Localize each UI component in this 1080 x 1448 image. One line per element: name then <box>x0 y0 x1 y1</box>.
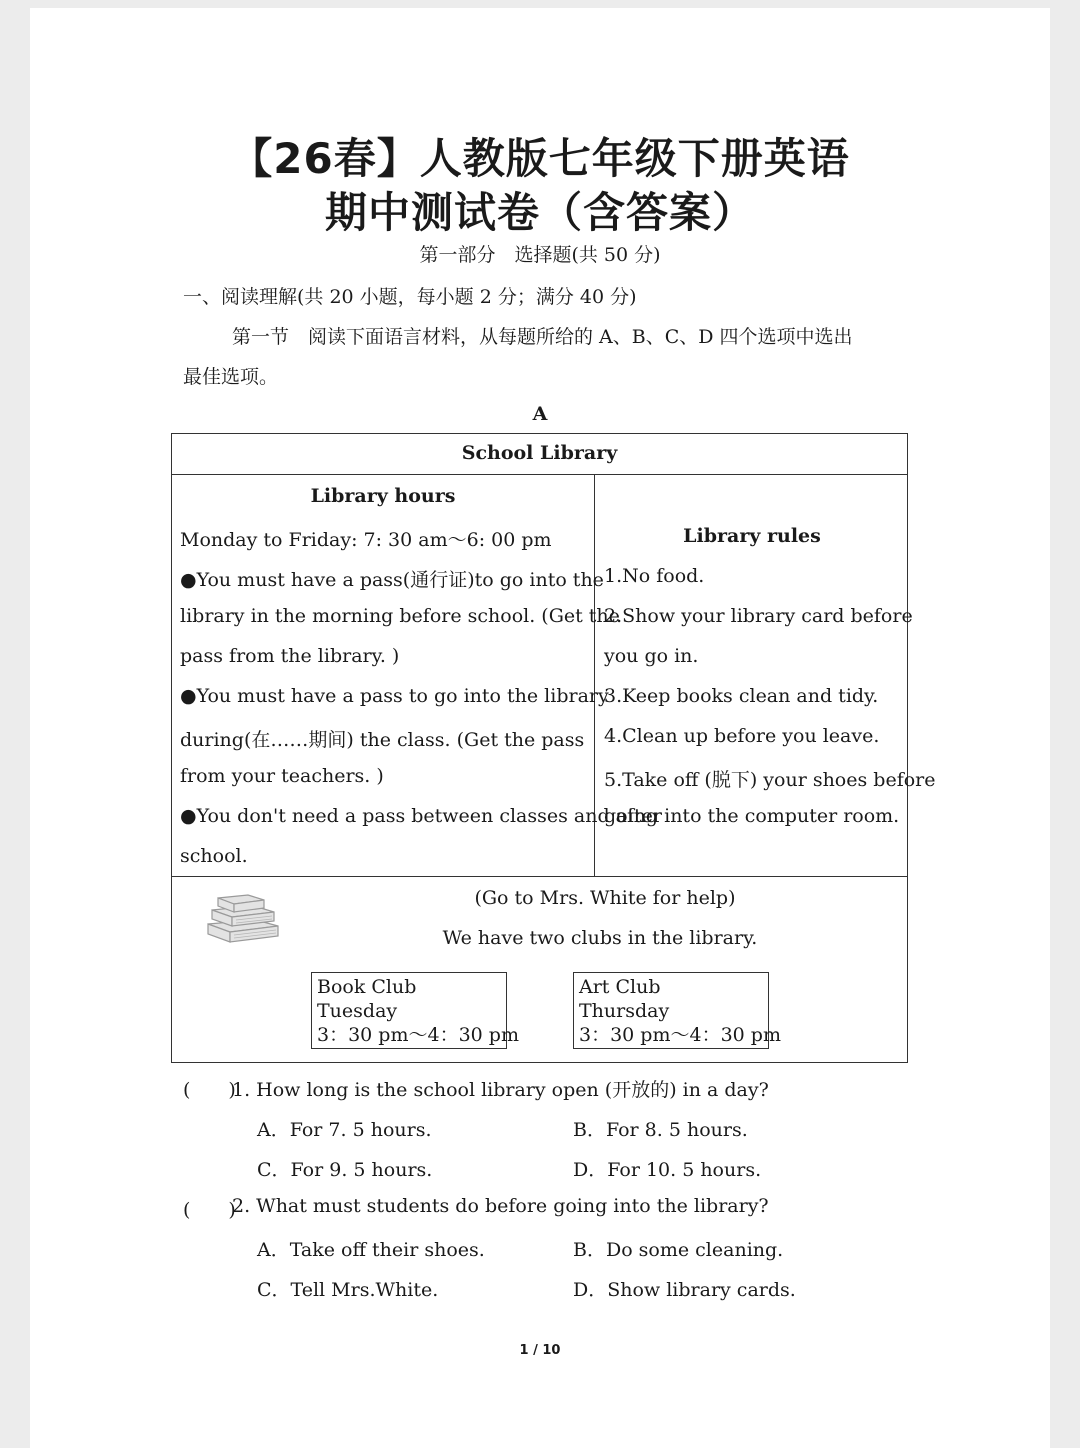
library-table <box>171 433 936 1063</box>
option-d: D．Show library cards. <box>573 1279 796 1301</box>
hours-line: pass from the library. ) <box>180 645 400 667</box>
rules-line: 1.No food. <box>604 565 705 587</box>
answer-bracket[interactable]: ( ) <box>183 1079 236 1101</box>
hours-heading: Library hours <box>310 485 456 507</box>
option-c: C．For 9. 5 hours. <box>257 1159 433 1181</box>
hours-line: ●You don't need a pass between classes and after <box>180 805 662 827</box>
hours-line: from your teachers. ) <box>180 765 384 787</box>
rules-line: 2.Show your library card before <box>604 605 913 627</box>
hours-line: school. <box>180 845 248 867</box>
art-club-box <box>573 972 781 1049</box>
question-2-text: 2. What must students do before going into the library? <box>232 1195 769 1217</box>
book-club-box <box>311 972 519 1049</box>
document-title-line2: 期中测试卷（含答案） <box>324 188 755 237</box>
section-heading: 一、阅读理解(共 20 小题，每小题 2 分；满分 40 分) <box>183 286 637 308</box>
option-d: D．For 10. 5 hours. <box>573 1159 762 1181</box>
table-title: School Library <box>461 442 618 464</box>
question-1-text: 1. How long is the school library open (开放的) in a day? <box>232 1079 769 1101</box>
part-heading: 第一部分 选择题(共 50 分) <box>419 244 661 266</box>
club-name: Book Club <box>317 976 417 998</box>
answer-bracket[interactable]: ( ) <box>183 1199 236 1221</box>
option-b: B．For 8. 5 hours. <box>573 1119 748 1141</box>
document-title-line1: 【26春】人教版七年级下册英语 <box>230 134 850 183</box>
instruction-line2: 最佳选项。 <box>183 366 279 388</box>
table-divider <box>172 876 907 877</box>
club-day: Tuesday <box>317 1000 398 1022</box>
option-a: A．For 7. 5 hours. <box>257 1119 432 1141</box>
club-time: 3：30 pm～4：30 pm <box>579 1024 781 1046</box>
instruction-line1: 第一节 阅读下面语言材料，从每题所给的 A、B、C、D 四个选项中选出 <box>232 326 853 348</box>
hours-line: library in the morning before school. (Get the <box>180 605 620 627</box>
club-day: Thursday <box>579 1000 670 1022</box>
page-number: 1 / 10 <box>519 1343 561 1358</box>
option-b: B．Do some cleaning. <box>573 1239 784 1261</box>
rules-line: you go in. <box>604 645 699 667</box>
rules-line: going into the computer room. <box>604 805 900 827</box>
hours-line: during(在……期间) the class. (Get the pass <box>180 729 585 751</box>
help-text: (Go to Mrs. White for help) <box>474 887 736 909</box>
rules-line: 4.Clean up before you leave. <box>604 725 880 747</box>
table-divider <box>172 474 907 475</box>
option-a: A．Take off their shoes. <box>257 1239 485 1261</box>
club-name: Art Club <box>579 976 661 998</box>
rules-heading: Library rules <box>683 525 821 547</box>
hours-line: ●You must have a pass(通行证)to go into the <box>180 569 604 591</box>
option-c: C．Tell Mrs.White. <box>257 1279 439 1301</box>
passage-label: A <box>532 403 548 425</box>
club-time: 3：30 pm～4：30 pm <box>317 1024 519 1046</box>
hours-line: Monday to Friday: 7: 30 am～6: 00 pm <box>180 529 552 551</box>
hours-line: ●You must have a pass to go into the library <box>180 685 609 707</box>
clubs-text: We have two clubs in the library. <box>442 927 758 949</box>
rules-line: 5.Take off (脱下) your shoes before <box>604 769 936 791</box>
rules-line: 3.Keep books clean and tidy. <box>604 685 879 707</box>
